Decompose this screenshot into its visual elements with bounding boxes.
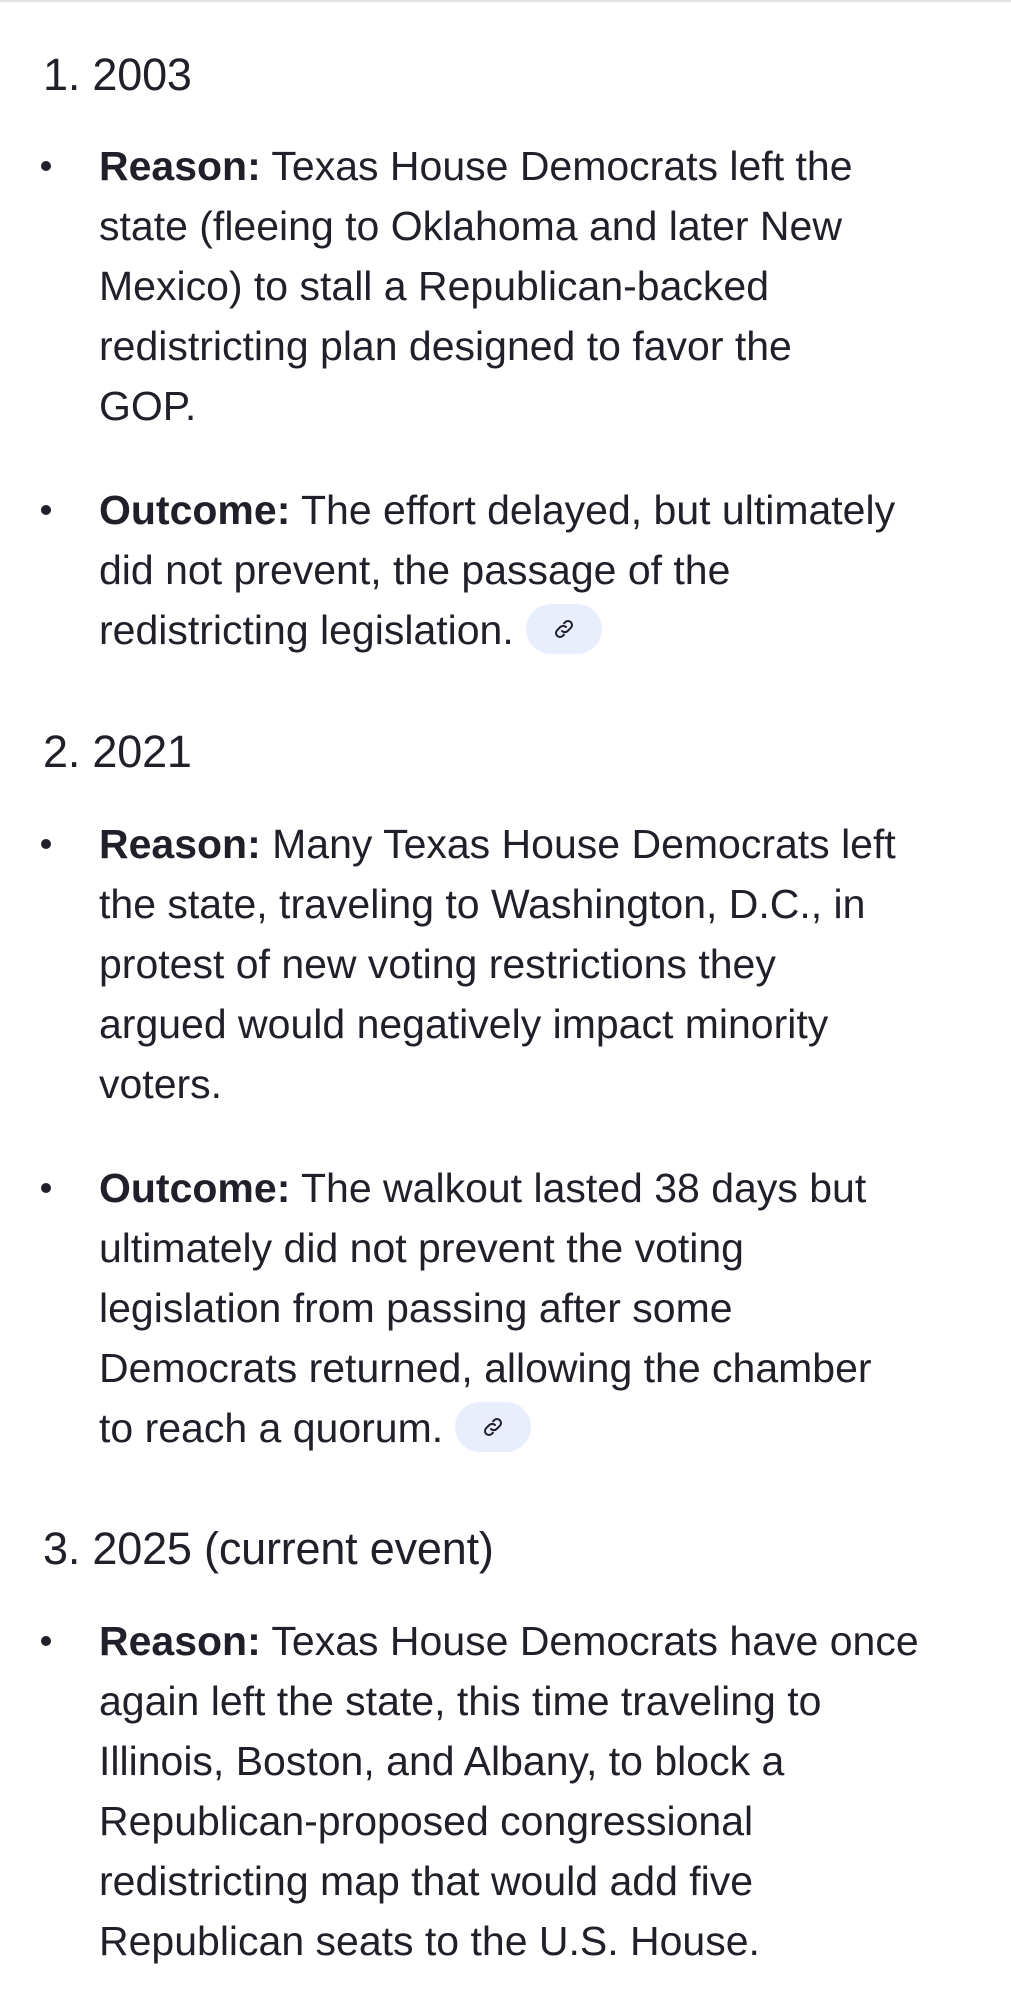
bullet-line-1 [99,1158,989,1218]
line-text: redistricting legislation. [99,607,514,653]
reason-label: Reason: [99,1618,261,1664]
bullet-dot [41,1636,51,1646]
bullet-line-2: again left the state, this time traveling to [99,1678,822,1724]
line-text: The effort delayed, but ultimately [290,487,896,533]
section-heading-2025: 3. 2025 (current event) [43,1523,494,1574]
outcome-label: Outcome: [99,487,291,533]
source-link-chip[interactable] [455,1402,531,1452]
source-link-chip[interactable] [526,604,602,654]
bullet-line-4: argued would negatively impact minority [99,1001,829,1047]
bullet-line-4: Republican-proposed congressional [99,1798,754,1844]
bullet-line-1 [99,814,989,874]
bullet-text [99,480,989,660]
bullet-text [99,814,989,1114]
bullet-line-1 [99,480,989,540]
bullet-line-6: Republican seats to the U.S. House. [99,1918,760,1964]
bullet-line-2: ultimately did not prevent the voting [99,1225,744,1271]
bullet-line-2: state (fleeing to Oklahoma and later New [99,203,842,249]
link-icon [552,617,576,641]
bullet-line-5: redistricting map that would add five [99,1858,754,1904]
bullet-dot [41,1183,51,1193]
bullet-text [99,1158,989,1458]
bullet-line-4: Democrats returned, allowing the chamber [99,1345,872,1391]
bullet-line-1 [99,136,989,196]
bullet-line-3: Mexico) to stall a Republican-backed [99,263,769,309]
bullet-line-3: legislation from passing after some [99,1285,733,1331]
bullet-line-1 [99,1611,989,1671]
bullet-line-4: redistricting plan designed to favor the [99,323,792,369]
bullet-dot [41,161,51,171]
link-icon [481,1415,505,1439]
line-text: Texas House Democrats left the [260,143,853,189]
line-text: Many Texas House Democrats left [260,821,896,867]
bullet-line-2: did not prevent, the passage of the [99,547,731,593]
outcome-label: Outcome: [99,1165,291,1211]
section-heading-2003: 1. 2003 [43,49,192,100]
bullet-dot [41,505,51,515]
bullet-line-5: voters. [99,1061,223,1107]
line-text: The walkout lasted 38 days but [290,1165,867,1211]
bullet-text [99,1611,989,1971]
bullet-dot [41,839,51,849]
section-heading-2021: 2. 2021 [43,726,192,777]
bullet-line-5: GOP. [99,383,197,429]
bullet-line-3: protest of new voting restrictions they [99,941,776,987]
bullet-text [99,136,989,436]
line-text: Texas House Democrats have once [260,1618,919,1664]
reason-label: Reason: [99,143,261,189]
bullet-line-3 [99,600,989,660]
top-divider [0,0,1011,2]
reason-label: Reason: [99,821,261,867]
bullet-line-3: Illinois, Boston, and Albany, to block a [99,1738,785,1784]
line-text: to reach a quorum. [99,1405,444,1451]
bullet-line-2: the state, traveling to Washington, D.C., in [99,881,866,927]
bullet-line-5 [99,1398,989,1458]
